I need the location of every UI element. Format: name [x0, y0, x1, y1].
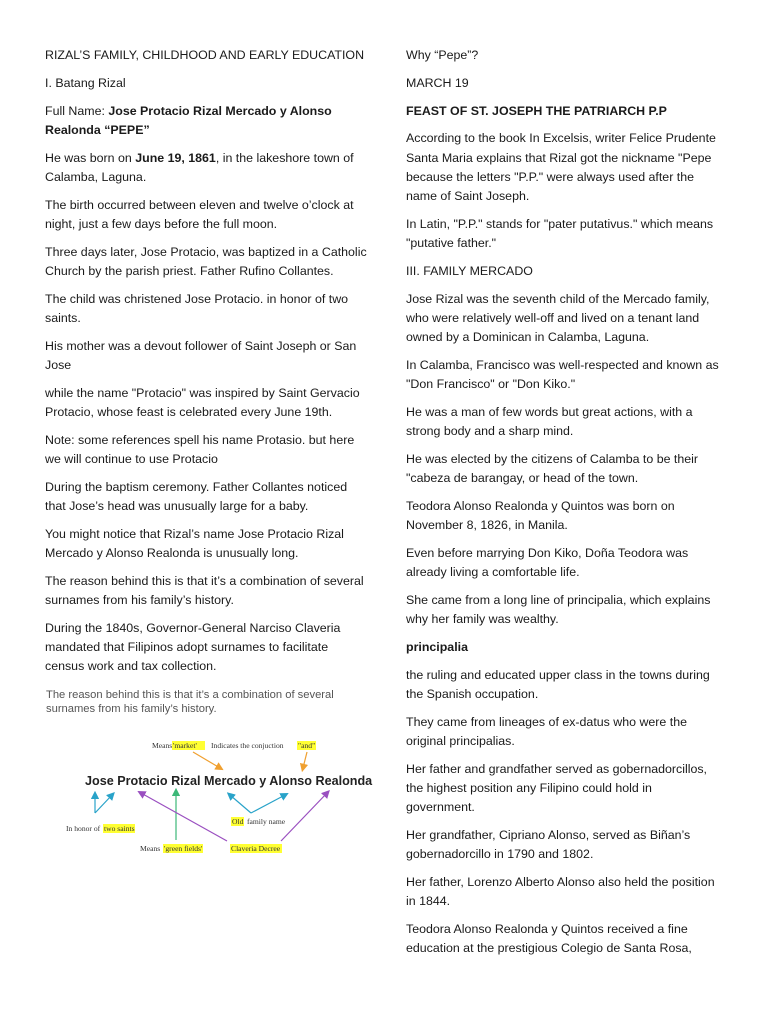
paragraph: Even before marrying Don Kiko, Doña Teodora was already living a comfortable life. — [406, 545, 689, 579]
paragraph: Teodora Alonso Realonda y Quintos was born on November 8, 1826, in Manila. — [406, 498, 675, 532]
date-heading: MARCH 19 — [406, 75, 469, 90]
term-heading: principalia — [406, 639, 468, 654]
green-fields-prefix: Means — [140, 844, 161, 854]
full-name-heading: Jose Protacio Rizal Mercado y Alonso Realonda — [85, 774, 373, 789]
paragraph: She came from a long line of principalia, which explains why her family was wealthy. — [406, 592, 711, 626]
paragraph: Her grandfather, Cipriano Alonso, served as Biñan’s gobernadorcillo in 1790 and 1802. — [406, 827, 691, 861]
paragraph: He was born on June 19, 1861, in the lakeshore town of Calamba, Laguna. — [45, 150, 354, 184]
section-heading: I. Batang Rizal — [45, 75, 126, 90]
birth-date: June 19, 1861 — [135, 150, 216, 165]
right-column — [406, 46, 724, 967]
paragraph: You might notice that Rizal’s name Jose Protacio Rizal Mercado y Alonso Realonda is unusually long. — [45, 526, 344, 560]
paragraph: Three days later, Jose Protacio, was baptized in a Catholic Church by the parish priest. Father Rufino Collantes. — [45, 244, 367, 278]
family-name-label: family name — [247, 817, 286, 827]
paragraph: The child was christened Jose Protacio. in honor of two saints. — [45, 291, 349, 325]
teal-arrow-old-right — [251, 795, 285, 813]
full-name: Jose Protacio Rizal Mercado y Alonso Realonda “PEPE” — [45, 103, 332, 137]
paragraph: During the 1840s, Governor-General Narciso Claveria mandated that Filipinos adopt surnames to facilitate census work and tax collection. — [45, 620, 341, 673]
conjunction-label: Indicates the conjuction — [211, 741, 284, 751]
market-label: Means — [152, 741, 173, 751]
paragraph: Her father, Lorenzo Alberto Alonso also held the position in 1844. — [406, 874, 715, 908]
paragraph: Note: some references spell his name Protasio. but here we will continue to use Protacio — [45, 432, 355, 466]
purple-arrow-left — [141, 793, 227, 841]
paragraph: He was a man of few words but great actions, with a strong body and a sharp mind. — [406, 404, 693, 438]
name-diagram — [45, 688, 375, 858]
paragraph: Full Name: Jose Protacio Rizal Mercado y Alonso Realonda “PEPE” — [45, 103, 332, 137]
paragraph: The reason behind this is that it’s a combination of several surnames from his family’s history. — [45, 573, 364, 607]
paragraph: In Latin, "P.P." stands for "pater putativus." which means "putative father." — [406, 216, 714, 250]
paragraph: He was elected by the citizens of Calamba to be their "cabeza de barangay, or head of the town. — [406, 451, 699, 485]
honor-label: In honor of — [66, 824, 101, 834]
section-heading: Why “Pepe”? — [406, 48, 479, 62]
paragraph: The birth occurred between eleven and twelve o’clock at night, just a few days before the full moon. — [45, 197, 354, 231]
paragraph: Her father and grandfather served as gobernadorcillos, the highest position any Filipino could hold in government. — [406, 761, 707, 814]
name-breakdown-figure — [45, 688, 375, 858]
paragraph: They came from lineages of ex-datus who were the original principalias. — [406, 714, 687, 748]
feast-heading: FEAST OF ST. JOSEPH THE PATRIARCH P.P — [406, 103, 667, 118]
paragraph: while the name "Protacio" was inspired by Saint Gervacio Protacio, whose feast is celebrated every June 19th. — [45, 385, 360, 419]
old-word: Old — [232, 817, 244, 827]
and-word: "and" — [298, 741, 316, 751]
paragraph: Jose Rizal was the seventh child of the Mercado family, who were relatively well-off and lived on a tenant land owned by a Dominican in Calamba, Laguna. — [406, 291, 710, 344]
paragraph: During the baptism ceremony. Father Collantes noticed that Jose’s head was unusually large for a baby. — [45, 479, 348, 513]
figure-caption: The reason behind this is that it’s a combination of several surnames from his family’s history. — [46, 689, 334, 716]
two-saints-word: two saints — [104, 824, 135, 834]
paragraph: In Calamba, Francisco was well-respected and known as "Don Francisco" or "Don Kiko." — [406, 357, 719, 391]
market-word: 'market' — [173, 741, 197, 751]
green-fields-word: 'green fields' — [164, 844, 203, 854]
teal-arrow-right — [95, 795, 112, 813]
paragraph: His mother was a devout follower of Saint Joseph or San Jose — [45, 338, 357, 372]
paragraph: the ruling and educated upper class in the towns during the Spanish occupation. — [406, 667, 710, 701]
paragraph: According to the book In Excelsis, writer Felice Prudente Santa Maria explains that Rizal got the nickname "Pepe because the letters "P.P." were always used after the name of Saint Joseph. — [406, 131, 716, 203]
left-column — [45, 46, 373, 858]
orange-arrow — [193, 752, 220, 768]
purple-arrow-right — [281, 793, 327, 841]
paragraph: Teodora Alonso Realonda y Quintos received a fine education at the prestigious Colegio de Santa Rosa, — [406, 921, 692, 955]
teal-arrow-old-left — [230, 795, 251, 813]
section-heading: III. FAMILY MERCADO — [406, 263, 533, 278]
doc-title: RIZAL’S FAMILY, CHILDHOOD AND EARLY EDUCATION — [45, 48, 365, 62]
orange-arrow-2 — [303, 752, 307, 768]
claveria-label: Claveria Decree — [231, 844, 281, 854]
